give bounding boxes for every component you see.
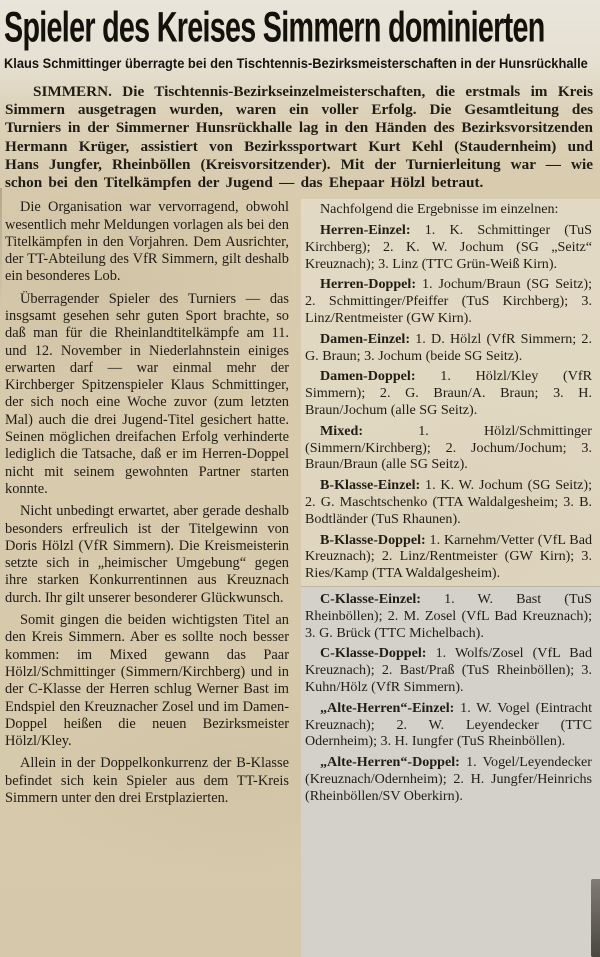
article-columns <box>0 199 600 957</box>
result-text: 1. Karnehm/Vetter (VfL Bad Kreuznach); 2. Linz/Rentmeister (GW Kirn); 3. Ries/Kamp (TTA Waldalgesheim). <box>305 531 592 582</box>
result-item <box>305 368 592 418</box>
result-item <box>305 331 592 365</box>
result-text: 1. D. Hölzl (VfR Simmern; 2. G. Braun; 3. Jochum (beide SG Seitz). <box>305 330 593 364</box>
result-item <box>305 591 592 641</box>
body-paragraph: Nicht unbedingt erwartet, aber gerade deshalb besonders erfreulich ist der Titelgewinn von Doris Hölzl (VfR Simmern). Die Kreismeisterin setzte sich in „heimischer Umgebung“ gegen ihre starken Konkurrentinnen aus Kreuznach durch. Ihr gilt unserer besonderer Glückwunsch. <box>5 503 289 606</box>
result-item <box>305 532 592 582</box>
result-category-label: C-Klasse-Einzel: <box>320 590 421 607</box>
body-paragraph: Die Organisation war vervorragend, obwohl wesentlich mehr Meldungen vorlagen als bei den Titelkämpfen in den Vorjahren. Dem Ausrichter, der TT-Abteilung des VfR Simmern, gilt deshalb ein besonderes Lob. <box>5 199 289 285</box>
subheadline: Klaus Schmittinger überragte bei den Tischtennis-Bezirksmeisterschaften in der Hunsrückhalle <box>4 55 588 71</box>
body-paragraph: Allein in der Doppelkonkurrenz der B-Klasse befindet sich kein Spieler aus dem TT-Kreis Simmern unter den drei Erstplazierten. <box>5 755 289 807</box>
article-column-right <box>301 199 600 957</box>
result-category-label: Damen-Doppel: <box>320 368 416 385</box>
result-category-label: B-Klasse-Doppel: <box>320 531 426 548</box>
result-category-label: „Alte-Herren“-Einzel: <box>320 699 455 716</box>
scan-shadow <box>591 879 600 957</box>
result-category-label: Mixed: <box>320 422 364 439</box>
result-category-label: Herren-Doppel: <box>320 276 417 293</box>
article-column-left <box>5 199 289 957</box>
scan-artifact <box>0 188 2 308</box>
body-paragraph: Überragender Spieler des Turniers — das insgsamt gesehen sehr guten Sport brachte, so daß man für die Rheinlandtitelkämpfe am 11. und 12. November in Niederlahnstein einiges erwarten darf — war einmal mehr der Kirchberger Spitzenspieler Klaus Schmittinger, der sich noch eine Woche zuvor (zum letzten Mal) auch die drei Jugend-Titel gesichert hatte. Seinen möglichen dreifachen Erfolg verhinderte lediglich die Tatsache, daß er im Herren-Doppel nicht mit seinem gewohnten Partner starten konnte. <box>5 290 289 497</box>
result-item <box>305 754 592 804</box>
result-item <box>305 423 592 473</box>
result-item <box>305 477 592 527</box>
result-text: 1. K. Schmittinger (TuS Kirchberg); 2. K. W. Jochum (SG „Seitz“ Kreuznach); 3. Linz (TTC Grün-Weiß Kirn). <box>305 222 592 272</box>
result-item <box>305 700 592 750</box>
lead-paragraph: SIMMERN. Die Tischtennis-Bezirkseinzelmeisterschaften, die erstmals im Kreis Simmern ausgetragen wurden, waren ein voller Erfolg. Die Gesamtleitung des Turniers in der Simmerner Hunsrückhalle lag in den Händen des Bezirksvorsitzenden Hermann Krüger, assistiert von Bezirkssportwart Kurt Kehl (Staudernheim) und Hans Jungfer, Rheinböllen (Kreisvorsitzender). Mit der Turnierleitung war — wie schon bei den Titelkämpfen der Jugend — das Ehepaar Hölzl betraut. <box>5 83 593 192</box>
result-text: 1. W. Vogel (Eintracht Kreuznach); 2. W. Leyendecker (TTC Odernheim); 3. H. Iungfer (TuS Rheinböllen). <box>305 699 592 750</box>
result-text: 1. Hölzl/Schmittinger (Simmern/Kirchberg); 2. Jochum/Jochum; 3. Braun/Braun (alle SG Seitz). <box>305 422 592 473</box>
article-header <box>0 0 600 73</box>
result-category-label: B-Klasse-Einzel: <box>320 477 421 494</box>
result-item <box>305 222 592 272</box>
result-text: 1. Jochum/Braun (SG Seitz); 2. Schmittinger/Pfeiffer (TuS Kirchberg); 3. Linz/Rentmeister (GW Kirn). <box>305 276 592 326</box>
result-category-label: C-Klasse-Doppel: <box>320 645 427 662</box>
result-item <box>305 276 592 326</box>
result-text: 1. W. Bast (TuS Rheinböllen); 2. M. Zosel (VfL Bad Kreuznach); 3. G. Brück (TTC Michelbach). <box>305 590 592 641</box>
result-category-label: Herren-Einzel: <box>320 222 411 239</box>
results-highlight-panel <box>301 587 600 957</box>
result-text: 1. Wolfs/Zosel (VfL Bad Kreuznach); 2. Bast/Praß (TuS Rheinböllen); 3. Kuhn/Hölz (VfR Simmern). <box>305 645 592 695</box>
result-item <box>305 645 592 695</box>
result-category-label: Damen-Einzel: <box>320 330 411 347</box>
result-text: 1. Vogel/Leyendecker (Kreuznach/Odernheim); 2. H. Jungfer/Heinrichs (Rheinböllen/SV Oberkirn). <box>305 754 592 804</box>
body-paragraph: Somit gingen die beiden wichtigsten Titel an den Kreis Simmern. Aber es sollte noch besser kommen: im Mixed gewann das Paar Hölzl/Schmittinger (Simmern/Kirchberg) und in der C-Klasse der Herren schlug Werner Bast im Endspiel den Kreuznacher Zosel und im Damen-Doppel heißen die neuen Bezirksmeister Hölzl/Kley. <box>5 612 289 750</box>
result-text: 1. K. W. Jochum (SG Seitz); 2. G. Maschtschenko (TTA Waldalgesheim; 3. B. Bodtländer (TuS Rhaunen). <box>305 477 592 527</box>
result-text: 1. Hölzl/Kley (VfR Simmern); 2. G. Braun/A. Braun; 3. H. Braun/Jochum (alle SG Seitz). <box>305 368 592 418</box>
result-category-label: „Alte-Herren“-Doppel: <box>320 754 460 771</box>
headline: Spieler des Kreises Simmern dominierten <box>4 3 545 51</box>
results-intro: Nachfolgend die Ergebnisse im einzelnen: <box>320 201 559 218</box>
